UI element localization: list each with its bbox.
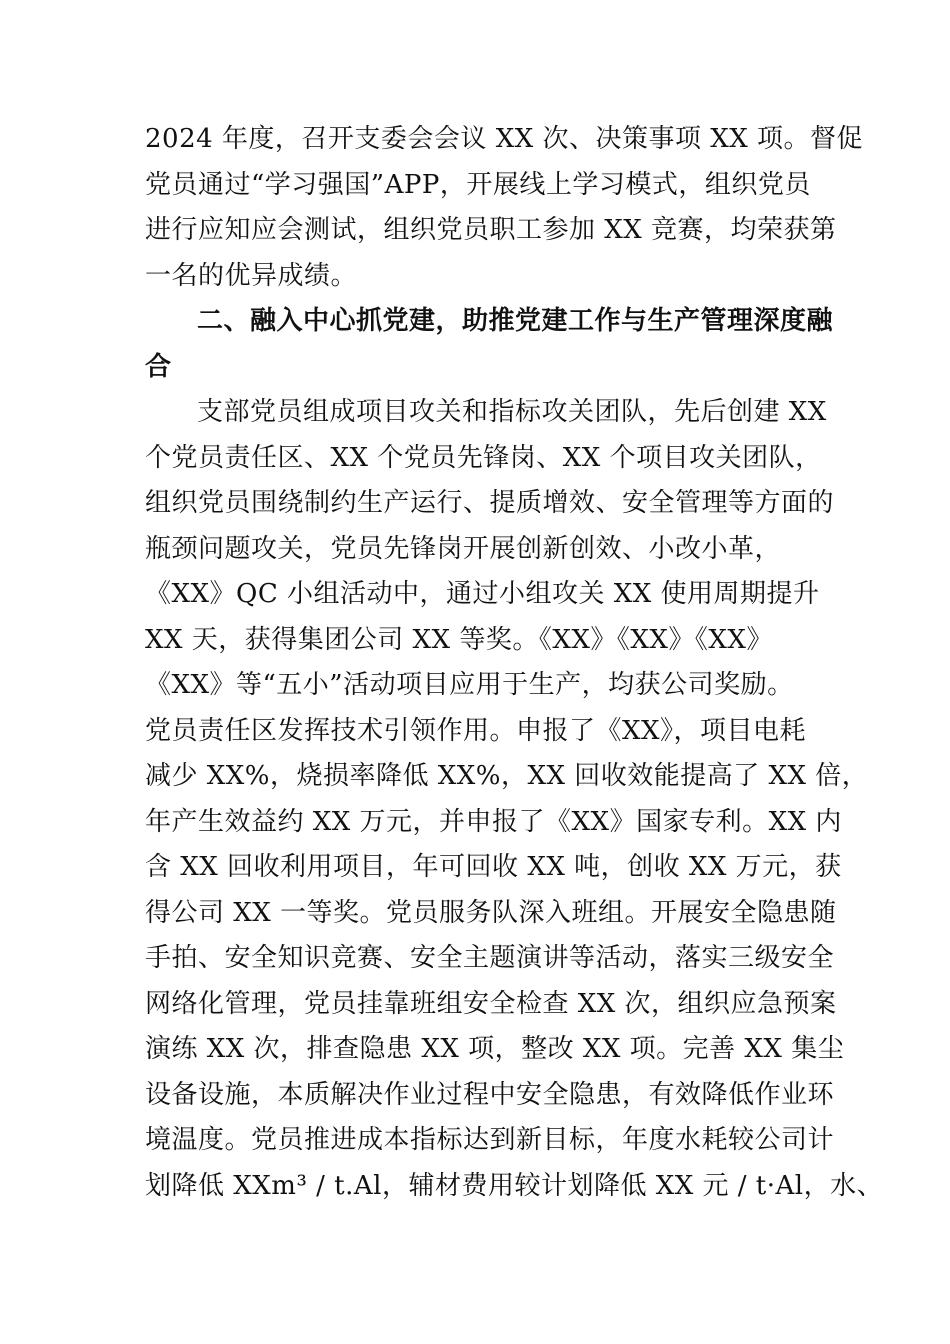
text-line: 含 XX 回收利用项目，年可回收 XX 吨，创收 XX 万元，获 bbox=[145, 852, 842, 882]
text-line: 划降低 XXm³ / t.Al，辅材费用较计划降低 XX 元 / t·Al，水、 bbox=[145, 1170, 884, 1201]
text-line: 得公司 XX 一等奖。党员服务队深入班组。开展安全隐患随 bbox=[145, 897, 837, 928]
paragraph-1 bbox=[145, 117, 864, 299]
text-line: 年产生效益约 XX 万元，并申报了《XX》国家专利。XX 内 bbox=[145, 806, 842, 837]
text-line: 进行应知应会测试，组织党员职工参加 XX 竞赛，均荣获第 bbox=[145, 215, 837, 245]
text-line: 《XX》等“五小”活动项目应用于生产，均获公司奖励。 bbox=[145, 670, 794, 700]
text-line: 境温度。党员推进成本指标达到新目标，年度水耗较公司计 bbox=[145, 1125, 835, 1155]
text-line: XX 天，获得集团公司 XX 等奖。《XX》《XX》《XX》 bbox=[145, 624, 773, 655]
text-line: 组织党员围绕制约生产运行、提质增效、安全管理等方面的 bbox=[145, 488, 835, 518]
heading-line: 二、融入中心抓党建，助推党建工作与生产管理深度融 bbox=[197, 306, 834, 336]
text-line: 手拍、安全知识竞赛、安全主题演讲等活动，落实三级安全 bbox=[145, 943, 835, 973]
text-line: 减少 XX%，烧损率降低 XX%，XX 回收效能提高了 XX 倍， bbox=[145, 761, 869, 791]
text-line: 2024 年度，召开支委会会议 XX 次、决策事项 XX 项。督促 bbox=[145, 124, 864, 154]
text-line: 《XX》QC 小组活动中，通过小组攻关 XX 使用周期提升 bbox=[145, 579, 820, 609]
text-line: 演练 XX 次，排查隐患 XX 项，整改 XX 项。完善 XX 集尘 bbox=[145, 1034, 845, 1064]
text-line: 个党员责任区、XX 个党员先锋岗、XX 个项目攻关团队， bbox=[145, 442, 822, 473]
text-line: 设备设施，本质解决作业过程中安全隐患，有效降低作业环 bbox=[145, 1079, 835, 1110]
section-heading-2 bbox=[145, 299, 834, 390]
text-line: 支部党员组成项目攻关和指标攻关团队，先后创建 XX bbox=[197, 397, 827, 427]
text-line: 瓶颈问题攻关，党员先锋岗开展创新创效、小改小革， bbox=[145, 533, 782, 564]
document-body bbox=[145, 117, 884, 1209]
text-line: 党员通过“学习强国”APP，开展线上学习模式，组织党员 bbox=[145, 169, 811, 200]
text-line: 党员责任区发挥技术引领作用。申报了《XX》，项目电耗 bbox=[145, 715, 807, 746]
heading-line: 合 bbox=[145, 351, 172, 382]
text-line: 一名的优异成绩。 bbox=[145, 260, 358, 291]
paragraph-2 bbox=[145, 390, 884, 1209]
text-line: 网络化管理，党员挂靠班组安全检查 XX 次，组织应急预案 bbox=[145, 988, 837, 1019]
